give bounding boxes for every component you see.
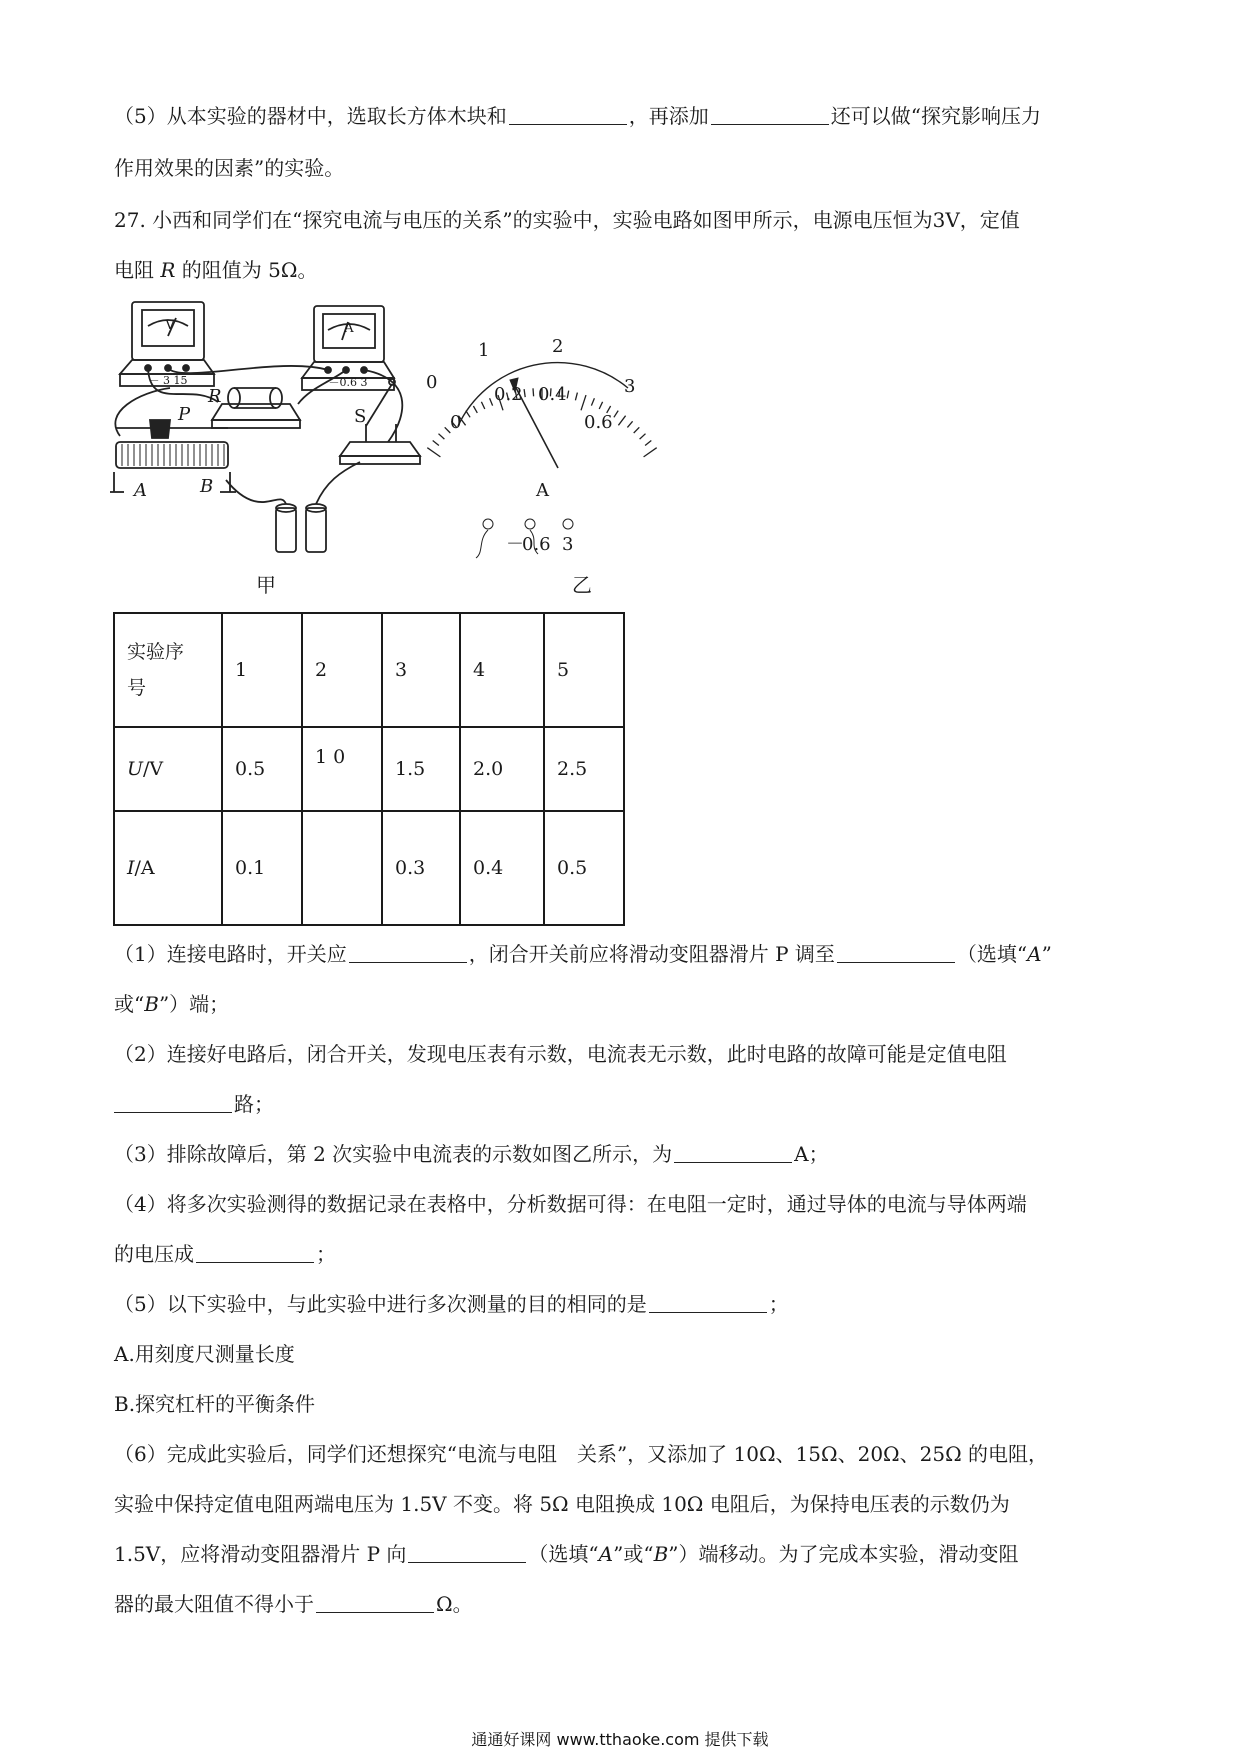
table-cell: 0.3 xyxy=(382,811,460,925)
dial-tick xyxy=(640,434,646,439)
dial-bottom-1: 0.2 xyxy=(494,384,523,405)
table-cell: 0.5 xyxy=(222,727,302,811)
dial-terminal-minus: － xyxy=(506,534,524,555)
dial-terminal-06: 0.6 xyxy=(522,534,551,555)
dial-tick xyxy=(567,391,569,399)
table-cell: 1 0 xyxy=(302,727,382,811)
dial-unit: A xyxy=(536,480,549,501)
sub-q5: （5）以下实验中，与此实验中进行多次测量的目的相同的是 ； xyxy=(114,1292,789,1316)
dial-tick xyxy=(427,448,440,457)
dial-tick xyxy=(439,434,445,439)
table-cell: 0.1 xyxy=(222,811,302,925)
prev-q5-line2: 作用效果的因素”的实验。 xyxy=(114,156,345,180)
table-cell: 1.5 xyxy=(382,727,460,811)
resistor xyxy=(212,388,300,428)
dial-bottom-2: 0.4 xyxy=(538,384,567,405)
page-footer: 通通好课网 www.tthaoke.com 提供下载 xyxy=(471,1730,769,1749)
answer-blank[interactable] xyxy=(349,942,467,963)
dial-tick xyxy=(581,395,586,410)
caption-yi: 乙 xyxy=(572,573,592,597)
answer-blank[interactable] xyxy=(316,1592,434,1613)
sub-q6-line3: 1.5V，应将滑动变阻器滑片 P 向 （选填“A”或“B”）端移动。为了完成本实验，滑动变阻 xyxy=(114,1542,1019,1566)
table-row-label-u: U/V xyxy=(114,727,222,811)
q27-stem-line2: 电阻 R 的阻值为 5Ω。 xyxy=(114,258,318,282)
dial-bottom-3: 0.6 xyxy=(584,412,613,433)
table-row xyxy=(114,613,624,727)
dial-top-3: 3 xyxy=(624,376,636,397)
answer-blank[interactable] xyxy=(509,104,627,125)
voltmeter-label: V xyxy=(165,318,175,333)
dial-tick xyxy=(599,402,602,409)
table-cell: 2.0 xyxy=(460,727,544,811)
table-cell: 1 xyxy=(222,613,302,727)
dial-tick xyxy=(490,398,493,405)
ammeter-label: A xyxy=(344,321,354,336)
rheostat xyxy=(110,420,236,492)
dial-tick xyxy=(524,389,525,397)
sub-q1-line1: （1）连接电路时，开关应 ，闭合开关前应将滑动变阻器滑片 P 调至 （选填“A” xyxy=(114,942,1052,966)
answer-blank[interactable] xyxy=(114,1092,232,1113)
dial-tick xyxy=(614,411,618,418)
prev-q5-line1: （5）从本实验的器材中，选取长方体木块和 ，再添加 还可以做“探究影响压力 xyxy=(114,104,1041,128)
table-cell: 5 xyxy=(544,613,624,727)
dial-tick xyxy=(627,421,632,427)
sub-q3: （3）排除故障后，第 2 次实验中电流表的示数如图乙所示，为 A； xyxy=(114,1142,829,1166)
table-cell: 0.4 xyxy=(460,811,544,925)
dial-tick xyxy=(645,441,651,446)
dial-top-0: 0 xyxy=(426,372,438,393)
table-cell: 4 xyxy=(460,613,544,727)
dial-top-2: 2 xyxy=(552,336,564,357)
sub-q4-line1: （4）将多次实验测得的数据记录在表格中，分析数据可得：在电阻一定时，通过导体的电流与导体两端 xyxy=(114,1192,1027,1216)
table-row-label-i: I/A xyxy=(114,811,222,925)
table-cell: 0.5 xyxy=(544,811,624,925)
sub-q6-line4: 器的最大阻值不得小于 Ω。 xyxy=(114,1592,473,1616)
answer-blank[interactable] xyxy=(196,1242,314,1263)
dial-tick xyxy=(473,406,477,413)
sub-q6-line2: 实验中保持定值电阻两端电压为 1.5V 不变。将 5Ω 电阻换成 10Ω 电阻后，为保持电压表的示数仍为 xyxy=(114,1492,1010,1516)
answer-blank[interactable] xyxy=(711,104,829,125)
table-header-label: 实验序号 xyxy=(114,613,222,727)
answer-blank[interactable] xyxy=(408,1542,526,1563)
dial-tick xyxy=(575,393,577,401)
answer-blank[interactable] xyxy=(674,1142,792,1163)
dial-top-1: 1 xyxy=(478,340,490,361)
slider-label: P xyxy=(178,404,191,425)
sub-q2-line2: 路； xyxy=(114,1090,274,1118)
dial-terminal-3: 3 xyxy=(562,534,574,555)
answer-blank[interactable] xyxy=(649,1292,767,1313)
dial-tick xyxy=(433,441,439,446)
table-cell: 3 xyxy=(382,613,460,727)
dial-tick xyxy=(533,388,534,396)
data-table xyxy=(113,612,625,926)
switch-label: S xyxy=(354,406,367,427)
answer-blank[interactable] xyxy=(837,942,955,963)
dial-tick xyxy=(634,427,640,433)
q27-stem-line1: 27. 小西和同学们在“探究电流与电压的关系”的实验中，实验电路如图甲所示，电源电压恒为3V，定值 xyxy=(114,208,1020,232)
sub-q4-line2: 的电压成 ； xyxy=(114,1242,336,1266)
dial-tick xyxy=(481,402,484,409)
batteries xyxy=(276,504,326,552)
sub-q5-option-a: A.用刻度尺测量长度 xyxy=(114,1342,295,1366)
dial-tick xyxy=(466,411,470,418)
circuit-figure xyxy=(110,292,730,612)
dial-tick xyxy=(644,448,657,457)
table-row xyxy=(114,727,624,811)
table-cell: 2.5 xyxy=(544,727,624,811)
switch xyxy=(340,379,420,464)
ammeter-terminal-label: －0.6 3 xyxy=(328,376,368,389)
sub-q6-line1: （6）完成此实验后，同学们还想探究“电流与电阻 关系”，又添加了 10Ω、15Ω、20Ω、25Ω 的电阻， xyxy=(114,1442,1049,1466)
end-a-label: A xyxy=(134,480,147,501)
sub-q2-line1: （2）连接好电路后，闭合开关，发现电压表有示数，电流表无示数，此时电路的故障可能是定值电阻 xyxy=(114,1042,1007,1066)
table-cell: 2 xyxy=(302,613,382,727)
voltmeter-terminal-label: － 3 15 xyxy=(148,374,188,387)
dial-tick xyxy=(618,416,625,426)
table-row xyxy=(114,811,624,925)
end-b-label: B xyxy=(200,476,214,497)
sub-q5-option-b: B.探究杠杆的平衡条件 xyxy=(114,1392,316,1416)
sub-q1-line2: 或“B”）端； xyxy=(114,992,230,1016)
table-cell xyxy=(302,811,382,925)
caption-jia: 甲 xyxy=(256,573,276,597)
dial-bottom-0: 0 xyxy=(450,412,462,433)
resistor-label: R xyxy=(208,386,222,407)
dial-tick xyxy=(591,398,594,405)
